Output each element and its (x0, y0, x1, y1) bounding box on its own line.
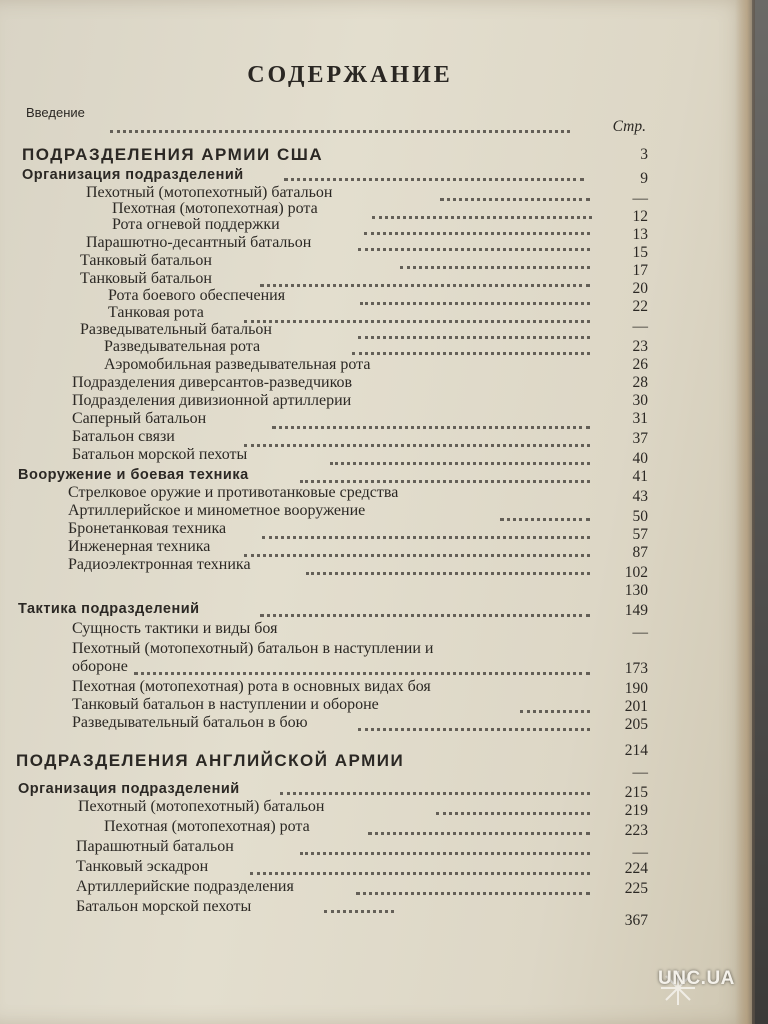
toc-entry-text: Введение (26, 105, 85, 120)
toc-entry-page: 205 (624, 716, 648, 733)
dot-leader (300, 850, 590, 855)
toc-section-heading: ПОДРАЗДЕЛЕНИЯ АРМИИ США (22, 145, 324, 164)
toc-entry-page: — (632, 844, 648, 861)
toc-entry-page: 173 (624, 660, 648, 677)
toc-entry-text: Саперный батальон (72, 410, 207, 427)
toc-entry-page: — (632, 318, 648, 335)
dot-leader (330, 460, 590, 465)
toc-entry-text: Танковая рота (108, 304, 204, 321)
toc-entry-text: обороне (72, 658, 128, 675)
dot-leader (134, 670, 590, 675)
toc-entry-page: 22 (632, 298, 648, 315)
toc-section-heading: ПОДРАЗДЕЛЕНИЯ АНГЛИЙСКОЙ АРМИИ (16, 751, 405, 770)
dot-leader (360, 300, 590, 305)
toc-entry-page: 223 (624, 822, 648, 839)
dot-leader (300, 478, 590, 483)
dot-leader (244, 442, 590, 447)
toc-entry-page: 28 (632, 374, 648, 391)
toc-entry-page: 12 (632, 208, 648, 225)
toc-entry-page: 214 (624, 742, 648, 759)
toc-entry-text: Пехотный (мотопехотный) батальон (86, 184, 333, 201)
toc-entry-text: Артиллерийские подразделения (76, 878, 294, 895)
dot-leader (260, 282, 590, 287)
dot-leader (272, 424, 590, 429)
dot-leader (356, 890, 590, 895)
toc-entry-page: 26 (632, 356, 648, 373)
toc-entry-page: — (632, 624, 648, 641)
toc-entry-page: 43 (632, 488, 648, 505)
toc-entry-page: 13 (632, 226, 648, 243)
page-number: 367 (624, 912, 648, 929)
dot-leader (358, 726, 590, 731)
toc-subsection-heading: Организация подразделений (18, 781, 240, 797)
dot-leader (520, 708, 590, 713)
toc-subsection-heading: Организация подразделений (22, 167, 244, 183)
toc-entry-text: Танковый батальон (80, 252, 212, 269)
toc-entry-page: 40 (632, 450, 648, 467)
dot-leader (352, 350, 590, 355)
dot-leader (324, 908, 394, 913)
page-title: СОДЕРЖАНИЕ (247, 62, 453, 88)
dot-leader (368, 830, 590, 835)
toc-entry-page: 102 (624, 564, 648, 581)
toc-entry-page: 190 (624, 680, 648, 697)
toc-entry-page: 219 (624, 802, 648, 819)
toc-entry-page: 15 (632, 244, 648, 261)
dot-leader (110, 128, 570, 133)
toc-entry-page: 87 (632, 544, 648, 561)
dot-leader (280, 790, 590, 795)
dot-leader (306, 570, 590, 575)
dot-leader (260, 612, 590, 617)
dot-leader (284, 176, 584, 181)
dot-leader (262, 534, 590, 539)
toc-entry-text: Артиллерийское и минометное вооружение (68, 502, 366, 519)
dot-leader (400, 264, 590, 269)
toc-entry-page: 23 (632, 338, 648, 355)
toc-entry-text: Разведывательный батальон в бою (72, 714, 308, 731)
toc-entry-page: 215 (624, 784, 648, 801)
toc-entry-page: 201 (624, 698, 648, 715)
toc-entry-page: 149 (624, 602, 648, 619)
toc-entry-text: Разведывательный батальон (80, 321, 272, 338)
toc-entry-page: 225 (624, 880, 648, 897)
toc-entry-text: Бронетанковая техника (68, 520, 227, 537)
toc-entry-text: Танковый батальон (80, 270, 212, 287)
page-column-label: Стр. (612, 118, 646, 135)
toc-entry-page: 20 (632, 280, 648, 297)
toc-entry-page: 130 (624, 582, 648, 599)
toc-entry-text: Рота боевого обеспечения (108, 287, 286, 304)
toc-entry-text: Пехотный (мотопехотный) батальон (78, 798, 325, 815)
toc-entry-text: Пехотный (мотопехотный) батальон в наступлении и (72, 640, 434, 657)
toc-entry-text: Батальон связи (72, 428, 175, 445)
toc-entry-page: — (632, 764, 648, 781)
toc-entry-text: Подразделения диверсантов-разведчиков (72, 374, 353, 391)
dot-leader (250, 870, 590, 875)
toc-entry-page: 37 (632, 430, 648, 447)
toc-entry-page: — (632, 190, 648, 207)
toc-entry-text: Танковый эскадрон (76, 858, 209, 875)
toc-entry-page: 41 (632, 468, 648, 485)
dot-leader (244, 318, 590, 323)
toc-entry-text: Рота огневой поддержки (112, 216, 280, 233)
toc-entry-text: Батальон морской пехоты (76, 898, 252, 915)
toc-entry-text: Пехотная (мотопехотная) рота (112, 200, 318, 217)
toc-entry-page: 30 (632, 392, 648, 409)
toc-entry-page: 9 (640, 170, 648, 187)
toc-entry-text: Подразделения дивизионной артиллерии (72, 392, 352, 409)
toc-entry-text: Аэромобильная разведывательная рота (104, 356, 371, 373)
toc-entry-text: Парашютно-десантный батальон (86, 234, 312, 251)
toc-subsection-heading: Тактика подразделений (18, 601, 200, 617)
toc-entry-text: Радиоэлектронная техника (68, 556, 251, 573)
toc-entry-page: 224 (624, 860, 648, 877)
toc-entry-text: Разведывательная рота (104, 338, 261, 355)
page-edge (735, 0, 755, 1024)
toc-entry-page: 31 (632, 410, 648, 427)
dot-leader (436, 810, 590, 815)
toc-entry-text: Пехотная (мотопехотная) рота (104, 818, 310, 835)
toc-entry-page: 57 (632, 526, 648, 543)
dot-leader (364, 230, 590, 235)
toc-entry-text: Танковый батальон в наступлении и обороне (72, 696, 379, 713)
dot-leader (372, 214, 592, 219)
dot-leader (358, 334, 590, 339)
toc-entry-page: 3 (640, 146, 648, 163)
toc-entry-text: Пехотная (мотопехотная) рота в основных видах боя (72, 678, 431, 695)
toc-subsection-heading: Вооружение и боевая техника (18, 467, 249, 483)
toc-entry-page: 17 (632, 262, 648, 279)
dot-leader (244, 552, 590, 557)
toc-entry-text: Инженерная техника (68, 538, 211, 555)
toc-entry-text: Сущность тактики и виды боя (72, 620, 278, 637)
dot-leader (440, 196, 590, 201)
dot-leader (358, 246, 590, 251)
dot-leader (500, 516, 590, 521)
toc-entry-page: 50 (632, 508, 648, 525)
toc-entry-text: Парашютный батальон (76, 838, 234, 855)
toc-entry-text: Батальон морской пехоты (72, 446, 248, 463)
watermark: UNC.UA (658, 968, 735, 989)
toc-entry-text: Стрелковое оружие и противотанковые средства (68, 484, 399, 501)
